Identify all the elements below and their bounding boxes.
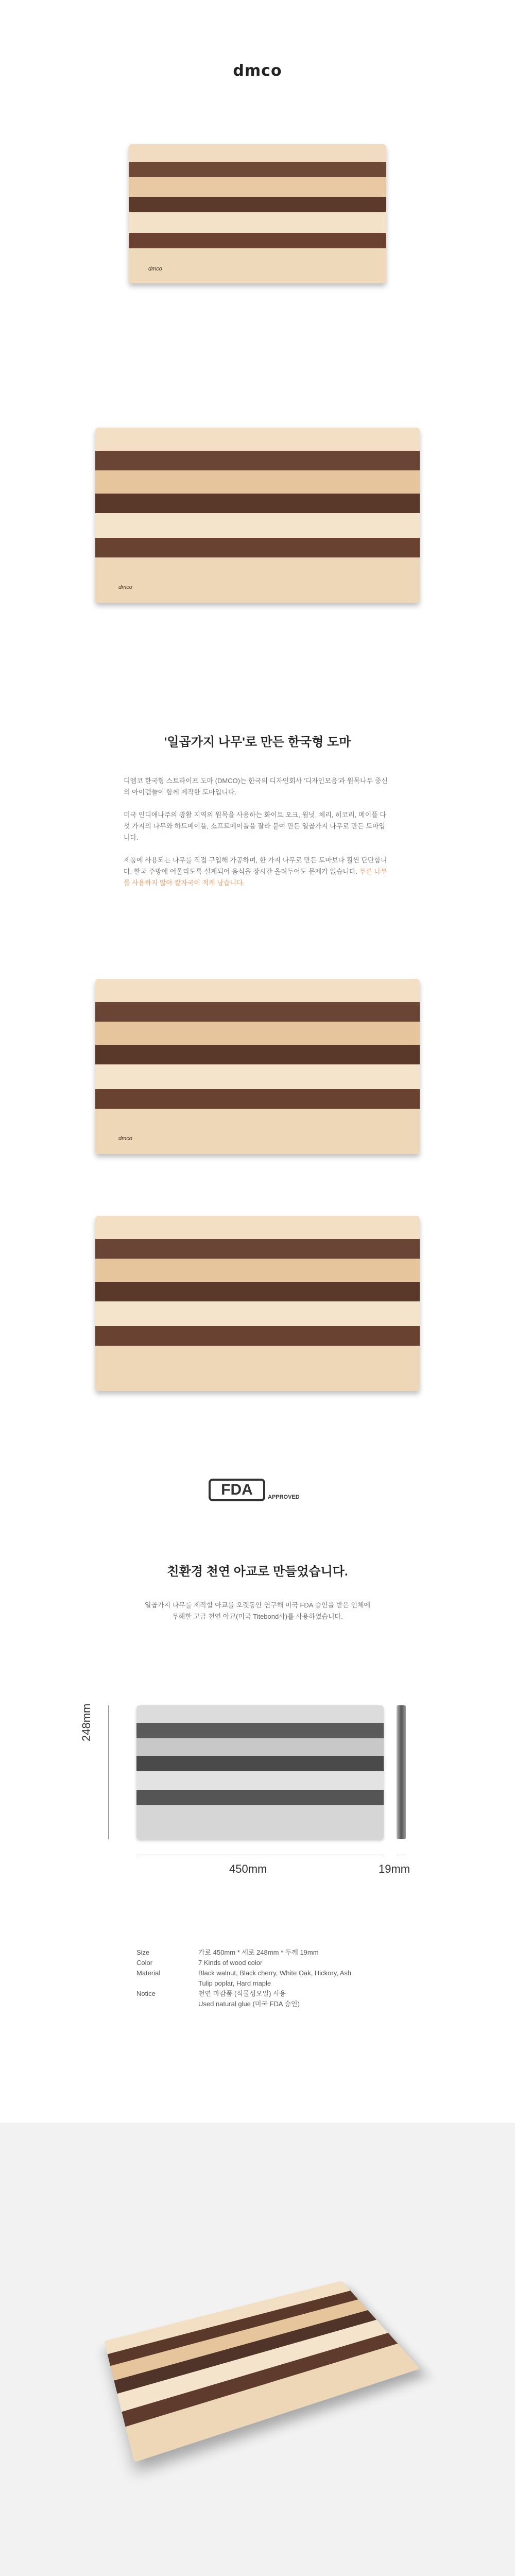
spec-row: Material Black walnut, Black cherry, White Oak, Hickory, Ash xyxy=(136,1969,352,1977)
dimensions-section xyxy=(0,1685,515,1911)
fda-logo-icon: FDA xyxy=(209,1479,265,1501)
spec-row: Used natural glue (미국 FDA 승인) xyxy=(198,2000,300,2008)
intro-paragraph-1: 디엠코 한국형 스트라이프 도마 (DMCO)는 한국의 디자인회사 '디자인모음'과 원목나무 중신의 아이템들이 함께 제작한 도마입니다. xyxy=(124,777,388,796)
board-side-view xyxy=(397,1705,406,1839)
intro-section xyxy=(0,732,515,938)
eco-paragraph-1: 일곱가지 나무를 제작할 아교를 오랫동안 연구해 미국 FDA 승인을 받은 인체에 xyxy=(144,1601,371,1609)
fda-approved-label: APPROVED xyxy=(268,1494,300,1500)
board-mark: dmco xyxy=(118,584,132,590)
intro-paragraph-2: 미국 인디애나주의 광활 지역의 원목을 사용하는 화이트 오크, 월넛, 체리, 히코리, 메이플 다섯 가지의 나무와 하드메이플, 소프트메이플을 잘라 붙여 만든 일곱가지 나무로 만든 도마입니다. xyxy=(124,811,386,841)
eco-section xyxy=(0,1561,515,1674)
spec-row: Tulip poplar, Hard maple xyxy=(198,1979,271,1987)
board-photo-1 xyxy=(95,979,420,1154)
spec-row: Size 가로 450mm * 세로 248mm * 두께 19mm xyxy=(136,1948,319,1956)
spec-row: Notice 천연 마감품 (식물성오일) 사용 xyxy=(136,1990,286,1997)
board-photo-2 xyxy=(95,1216,420,1391)
height-line xyxy=(108,1705,109,1839)
board-mark: dmco xyxy=(148,266,162,272)
intro-highlight: 무른 나무를 사용하지 않아 칼자국이 적게 남습니다. xyxy=(124,868,387,887)
brand-logo: dmco xyxy=(233,62,282,80)
board-large xyxy=(95,428,420,603)
spec-table xyxy=(136,1947,404,2009)
intro-text xyxy=(124,775,391,889)
eco-paragraph-2: 무해한 고급 천연 아교(미국 Titebond사)를 사용하였습니다. xyxy=(172,1613,343,1620)
spec-section xyxy=(0,1937,515,2056)
angled-photo-section-1 xyxy=(0,2123,515,2576)
board-grayscale xyxy=(136,1705,384,1839)
board-angled-1 xyxy=(104,2281,420,2462)
intro-title: '일곱가지 나무'로 만든 한국형 도마 xyxy=(164,735,351,749)
intro-paragraph-3-text: 제품에 사용되는 나무를 직접 구입해 가공하며, 한 가지 나무로 만든 도마보다 훨씬 단단합니다. 한국 주방에 어울리도록 설계되어 음식을 장시간 올려두어도 문제가 없습니다. xyxy=(124,856,387,875)
eco-title: 친환경 천연 아교로 만들었습니다. xyxy=(167,1565,348,1579)
board-mark: dmco xyxy=(118,1136,132,1142)
dimension-thickness: 19mm xyxy=(379,1862,410,1875)
fda-badge xyxy=(209,1479,306,1510)
hero-section xyxy=(0,0,515,706)
dimension-height: 248mm xyxy=(80,1703,93,1741)
spec-row: Color 7 Kinds of wood color xyxy=(136,1959,263,1967)
board-small xyxy=(129,144,386,283)
board-photos-section xyxy=(0,958,515,1540)
dimension-width: 450mm xyxy=(229,1862,267,1875)
intro-paragraph-3 xyxy=(124,855,391,889)
